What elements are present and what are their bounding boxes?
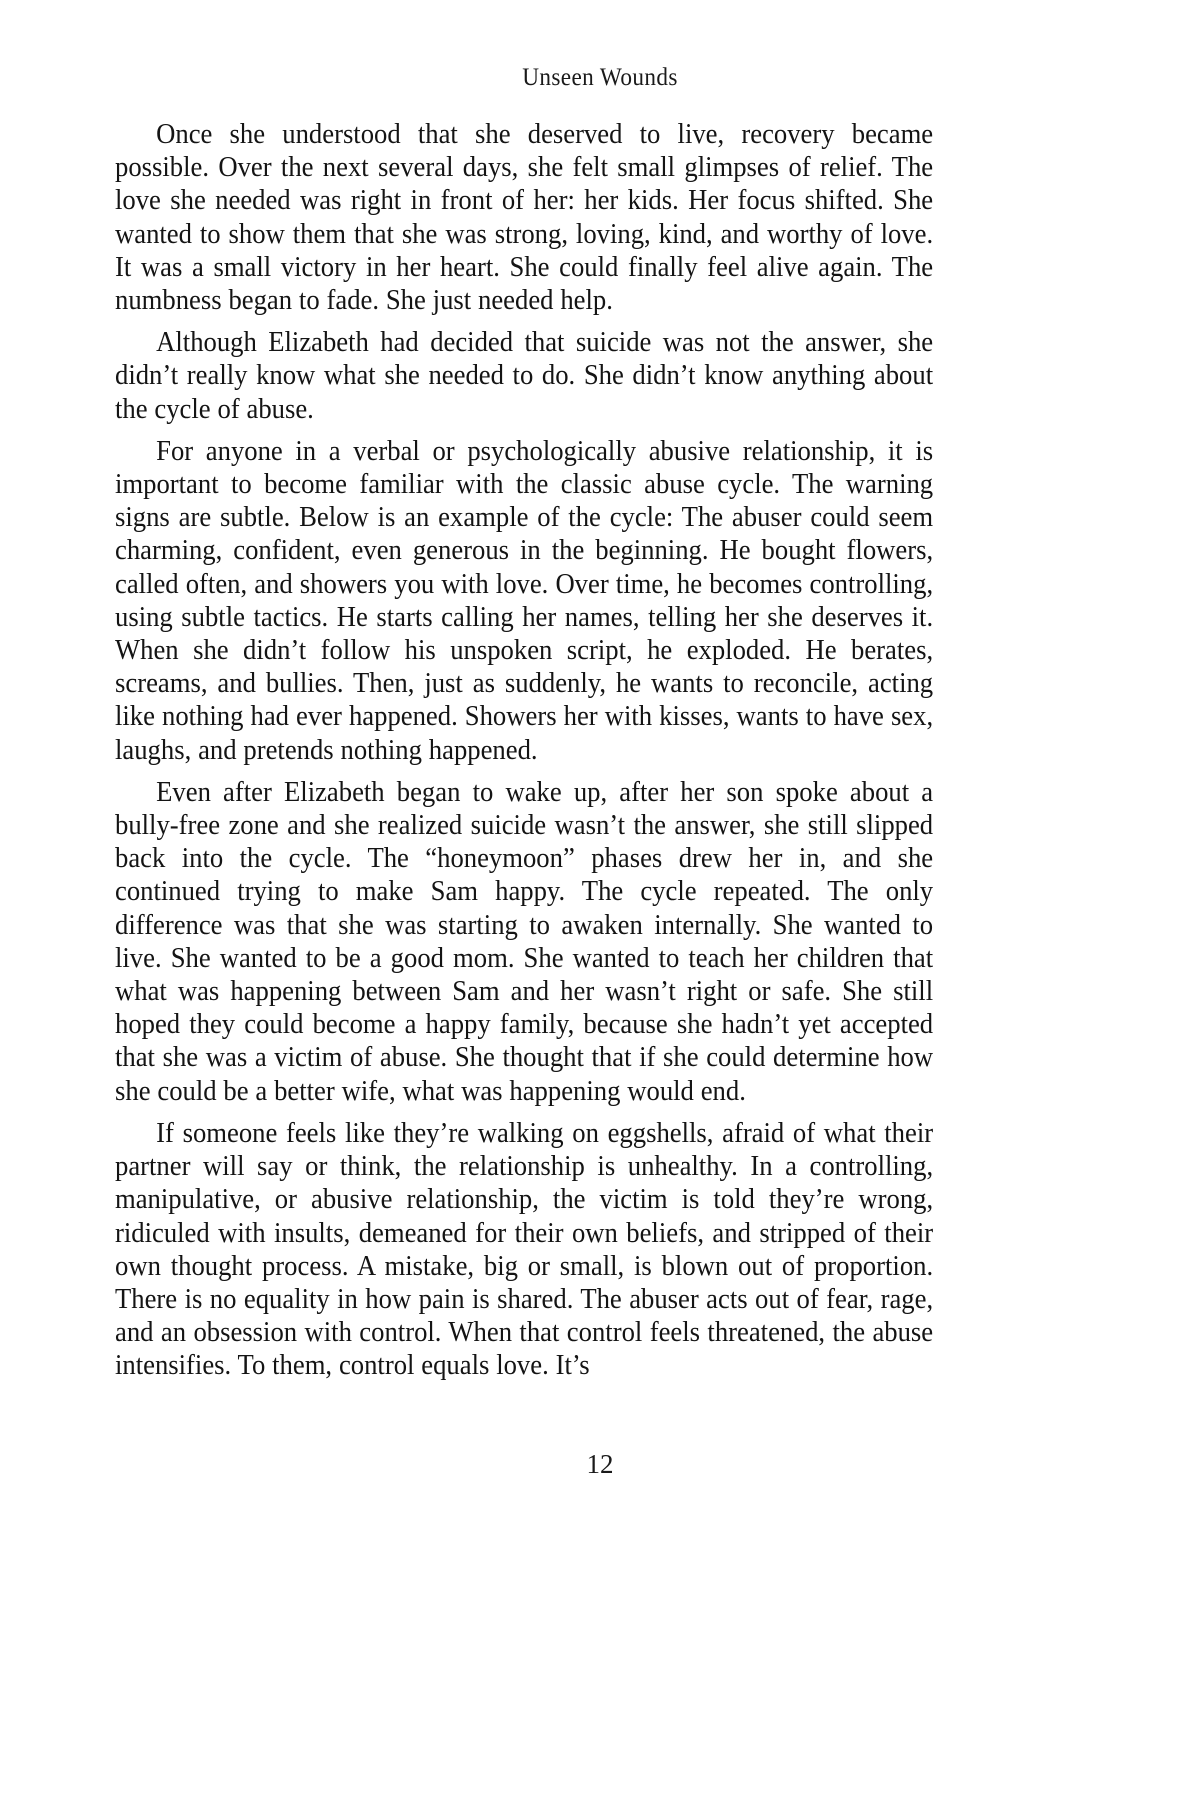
body-paragraph: Once she understood that she deserved to live, recovery became possible. Over the next several days, she felt small glimpses of relief. The love she needed was right in front of her: her kids. Her focus shifted. She wanted to show them that she was strong, loving, kind, and worthy of love. It was a small victory in her heart. She could finally feel alive again. The numbness began to fade. She just needed help. <box>115 119 934 317</box>
body-text-column <box>115 118 933 1383</box>
body-paragraph: For anyone in a verbal or psychologically abusive relationship, it is important to become familiar with the classic abuse cycle. The warning signs are subtle. Below is an example of the cycle: The abuser could seem charming, confident, even generous in the beginning. He bought flowers, called often, and showers you with love. Over time, he becomes controlling, using subtle tactics. He starts calling her names, telling her she deserves it. When she didn’t follow his unspoken script, he exploded. He berates, screams, and bullies. Then, just as suddenly, he wants to reconcile, acting like nothing had ever happened. Showers her with kisses, wants to have sex, laughs, and pretends nothing happened. <box>115 435 934 766</box>
page-number: 12 <box>586 1449 614 1479</box>
body-paragraph: If someone feels like they’re walking on eggshells, afraid of what their partner will say or think, the relationship is unhealthy. In a controlling, manipulative, or abusive relationship, the victim is told they’re wrong, ridiculed with insults, demeaned for their own beliefs, and stripped of their own thought process. A mistake, big or small, is blown out of proportion. There is no equality in how pain is shared. The abuser acts out of fear, rage, and an obsession with control. When that control feels threatened, the abuse intensifies. To them, control equals love. It’s <box>115 1117 934 1382</box>
body-paragraph: Even after Elizabeth began to wake up, after her son spoke about a bully-free zone and she realized suicide wasn’t the answer, she still slipped back into the cycle. The “honeymoon” phases drew her in, and she continued trying to make Sam happy. The cycle repeated. The only difference was that she was starting to awaken internally. She wanted to live. She wanted to be a good mom. She wanted to teach her children that what was happening between Sam and her wasn’t right or safe. She still hoped they could become a happy family, because she hadn’t yet accepted that she was a victim of abuse. She thought that if she could determine how she could be a better wife, what was happening would end. <box>115 776 934 1107</box>
body-paragraph: Although Elizabeth had decided that suicide was not the answer, she didn’t really know what she needed to do. She didn’t know anything about the cycle of abuse. <box>115 327 934 425</box>
running-header: Unseen Wounds <box>522 64 678 91</box>
